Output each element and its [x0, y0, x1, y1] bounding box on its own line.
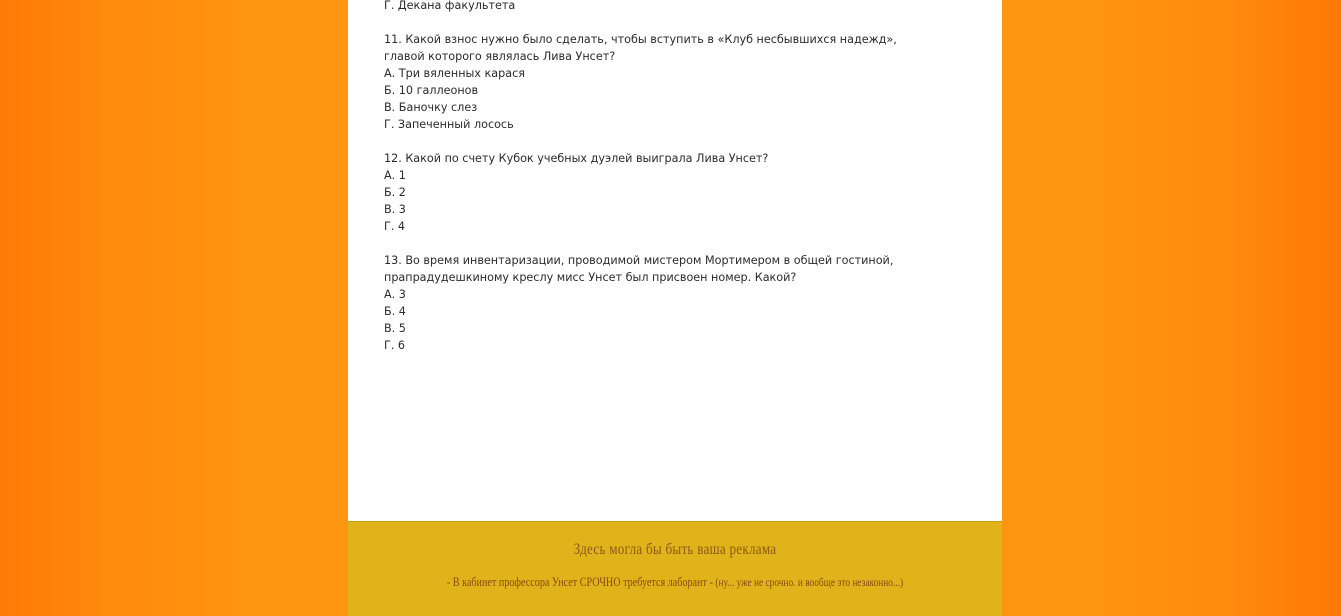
option-d-previous: Г. Декана факультета [384, 0, 516, 12]
q11-option-a: А. Три вяленных карася [384, 67, 525, 80]
ad-title: Здесь могла бы быть ваша реклама [573, 541, 777, 558]
q12-option-d: Г. 4 [384, 220, 406, 233]
question-13: 13. Во время инвентаризации, проводимой мистером Мортимером в общей гостиной, прапрадудешкиному креслу мисс Унсет был присвоен номер. Какой? [384, 254, 894, 284]
q11-option-c: В. Баночку слез [384, 101, 478, 114]
question-11: 11. Какой взнос нужно было сделать, чтобы вступить в «Клуб несбывшихся надежд», главой которого являлась Лива Унсет? [384, 33, 897, 63]
q13-option-a: А. 3 [384, 288, 406, 301]
q11-option-d: Г. Запеченный лосось [384, 118, 514, 131]
quiz-text [384, 0, 944, 354]
ad-footer [348, 521, 1002, 616]
q12-option-c: В. 3 [384, 203, 406, 216]
question-12: 12. Какой по счету Кубок учебных дуэлей выиграла Лива Унсет? [384, 152, 769, 165]
q12-option-a: А. 1 [384, 169, 406, 182]
q13-option-b: Б. 4 [384, 305, 406, 318]
ad-line: - В кабинет профессора Унсет СРОЧНО требуется лаборант - [446, 574, 713, 589]
q11-option-b: Б. 10 галлеонов [384, 84, 479, 97]
content-panel [348, 0, 1002, 521]
ad-note: (ну... уже не срочно. и вообще это незаконно...) [715, 575, 904, 589]
q12-option-b: Б. 2 [384, 186, 406, 199]
ad-subtitle [420, 574, 930, 590]
q13-option-d: Г. 6 [384, 339, 406, 352]
q13-option-c: В. 5 [384, 322, 406, 335]
